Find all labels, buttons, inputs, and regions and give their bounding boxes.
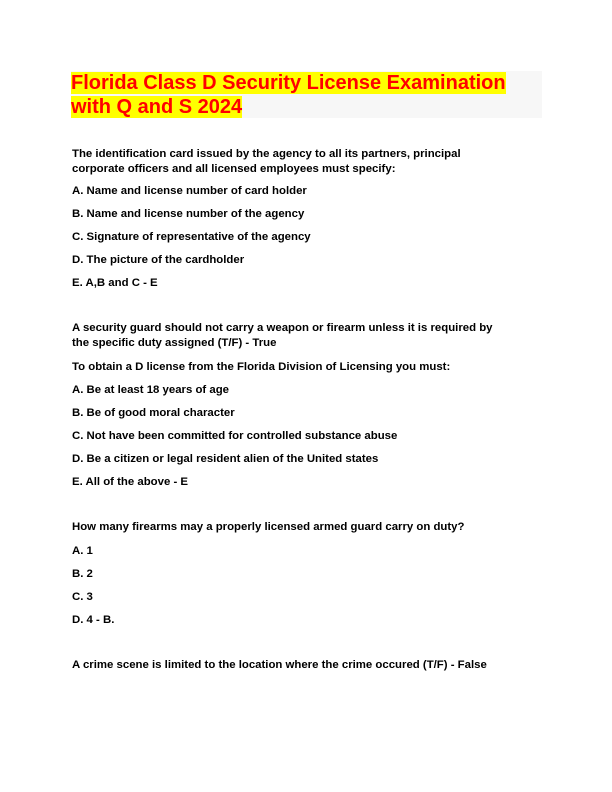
q3-option-a: A. Be at least 18 years of age — [72, 384, 230, 396]
q3-question: To obtain a D license from the Florida Division of Licensing you must: — [72, 361, 451, 373]
q4-question: How many firearms may a properly licensed armed guard carry on duty? — [72, 521, 465, 533]
document-title — [71, 71, 542, 119]
q1-option-c: C. Signature of representative of the agency — [72, 231, 311, 243]
q1-option-a: A. Name and license number of card holder — [72, 185, 307, 197]
title-line-2: with Q and S 2024 — [71, 96, 243, 118]
title-block — [71, 71, 542, 118]
q2-line-2: the specific duty assigned (T/F) - True — [72, 337, 277, 349]
q4-option-b: B. 2 — [72, 568, 93, 580]
q4-option-d: D. 4 - B. — [72, 614, 115, 626]
title-line-1: Florida Class D Security License Examination — [71, 72, 506, 94]
q1-question-line-2: corporate officers and all licensed employees must specify: — [72, 163, 396, 175]
q2-line-1: A security guard should not carry a weapon or firearm unless it is required by — [72, 322, 493, 334]
q1-option-e: E. A,B and C - E — [72, 277, 158, 289]
q1-option-b: B. Name and license number of the agency — [72, 208, 305, 220]
q3-option-d: D. Be a citizen or legal resident alien of the United states — [72, 453, 379, 465]
q3-option-b: B. Be of good moral character — [72, 407, 235, 419]
q3-option-c: C. Not have been committed for controlled substance abuse — [72, 430, 398, 442]
q1-question-line-1: The identification card issued by the agency to all its partners, principal — [72, 148, 461, 160]
q5-line-1: A crime scene is limited to the location where the crime occured (T/F) - False — [72, 659, 487, 671]
q3-option-e: E. All of the above - E — [72, 476, 189, 488]
q4-option-c: C. 3 — [72, 591, 93, 603]
q1-option-d: D. The picture of the cardholder — [72, 254, 245, 266]
q4-option-a: A. 1 — [72, 545, 93, 557]
